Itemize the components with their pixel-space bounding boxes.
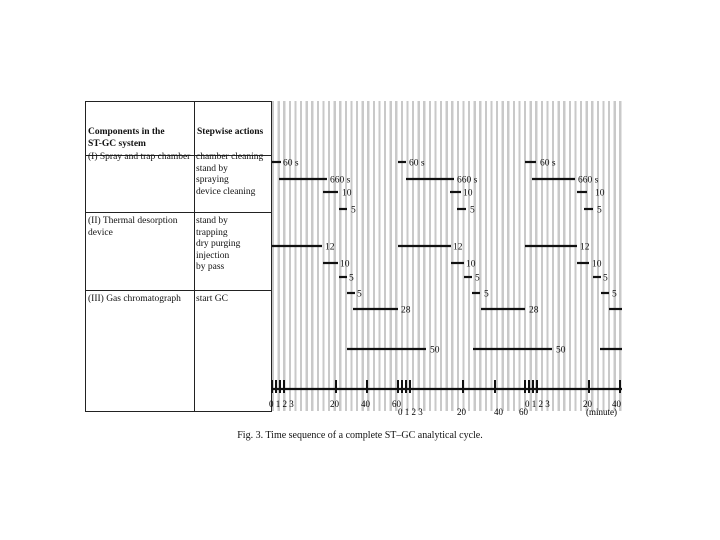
axis-label-0123-c: 0 1 2 3: [525, 399, 550, 409]
step-duration-label: 5: [349, 273, 354, 284]
step-duration-label: 60 s: [283, 158, 299, 169]
step-duration-label: 5: [357, 289, 362, 300]
step-duration-label: 60 s: [540, 158, 556, 169]
step-duration-label: 5: [351, 205, 356, 216]
step-duration-label: 5: [603, 273, 608, 284]
actions-thermal-desorption: stand by trapping dry purging injection by pass: [196, 216, 241, 272]
step-bars: [272, 162, 622, 349]
step-duration-label: 5: [597, 205, 602, 216]
step-duration-label: 12: [325, 242, 335, 253]
step-duration-label: 28: [401, 305, 411, 316]
step-duration-label: 10: [466, 259, 476, 270]
component-thermal-desorption: (II) Thermal desorption device: [88, 216, 178, 238]
step-duration-label: 10: [595, 188, 605, 199]
step-duration-label: 12: [453, 242, 463, 253]
axis-label-40-b: 40: [494, 407, 503, 417]
step-duration-label: 5: [470, 205, 475, 216]
step-duration-label: 5: [612, 289, 617, 300]
time-axis-labels: [269, 399, 622, 417]
axis-label-20-c: 20: [583, 399, 592, 409]
axis-label-20-a: 20: [330, 399, 339, 409]
axis-label-60-b: 60: [519, 407, 528, 417]
axis-unit-label: (minute): [586, 407, 617, 417]
component-gas-chromatograph: (III) Gas chromatograph: [88, 294, 181, 304]
step-duration-label: 50: [430, 345, 440, 356]
step-labels: [283, 159, 617, 356]
axis-label-20-b: 20: [457, 407, 466, 417]
step-duration-label: 660 s: [330, 175, 351, 186]
step-duration-label: 28: [529, 305, 539, 316]
step-duration-label: 10: [340, 259, 350, 270]
axis-label-40-c: 40: [612, 399, 621, 409]
component-spray-trap-chamber: (I) Spray and trap chamber: [88, 152, 191, 162]
step-duration-label: 5: [484, 289, 489, 300]
step-duration-label: 10: [592, 259, 602, 270]
actions-gas-chromatograph: start GC: [196, 294, 228, 304]
axis-label-0123-a: 0 1 2 3: [269, 399, 294, 409]
step-duration-label: 5: [475, 273, 480, 284]
step-duration-label: 10: [342, 188, 352, 199]
step-duration-label: 660 s: [578, 175, 599, 186]
step-duration-label: 12: [580, 242, 590, 253]
figure-caption: Fig. 3. Time sequence of a complete ST–GC analytical cycle.: [237, 430, 483, 441]
axis-label-40-a: 40: [361, 399, 370, 409]
header-components: Components in the ST-GC system: [88, 127, 165, 149]
header-actions: Stepwise actions: [197, 127, 264, 137]
actions-spray-trap-chamber: chamber cleaning stand by spraying device cleaning: [196, 152, 264, 197]
step-duration-label: 60 s: [409, 158, 425, 169]
step-duration-label: 660 s: [457, 175, 478, 186]
step-duration-label: 10: [463, 188, 473, 199]
axis-label-60-a: 60: [392, 399, 401, 409]
time-axis-ticks: [272, 380, 620, 393]
step-duration-label: 50: [556, 345, 566, 356]
axis-label-0123-b: 0 1 2 3: [398, 407, 423, 417]
